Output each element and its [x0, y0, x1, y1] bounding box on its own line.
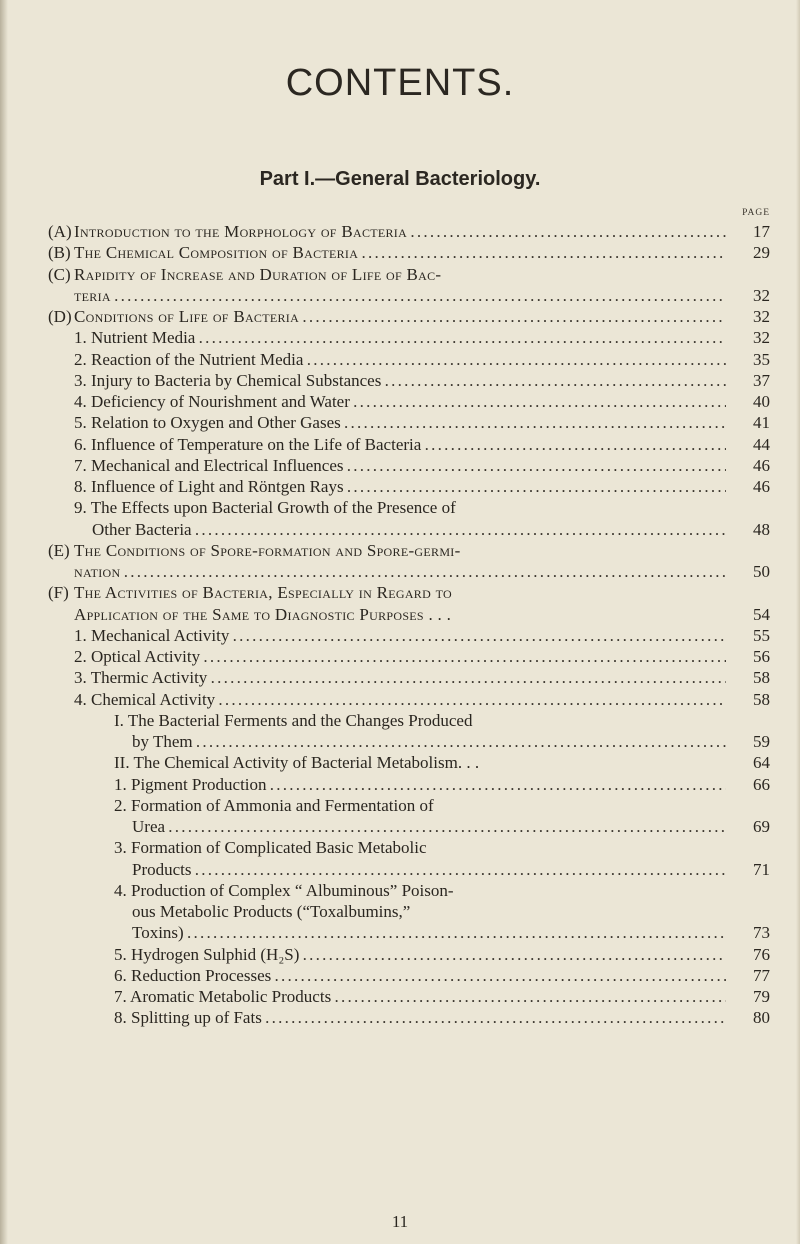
toc-entry	[48, 497, 770, 519]
toc-entry	[48, 370, 770, 392]
toc-entry-title: The Conditions of Spore-formation and Spore-germi-	[74, 540, 461, 560]
toc-entry-label: (D)	[48, 307, 72, 326]
toc-entry-title: I. The Bacterial Ferments and the Changes Produced	[114, 710, 473, 730]
toc-entry	[48, 880, 770, 902]
toc-entry-page: 59	[753, 732, 770, 751]
toc-entry	[48, 795, 770, 817]
toc-entry-page: 46	[753, 477, 770, 496]
toc-entry-title: Products . . .	[132, 859, 726, 881]
toc-entry-page: 71	[753, 859, 770, 879]
toc-entry	[48, 965, 770, 987]
toc-entry	[48, 774, 770, 796]
toc-entry-title: 1. Mechanical Activity . . .	[74, 625, 726, 647]
toc-entry	[48, 604, 770, 626]
page-column-label: PAGE	[742, 208, 770, 218]
toc-entry-page: 55	[753, 625, 770, 645]
toc-entry-page: 50	[753, 562, 770, 581]
toc-entry-title: 1. Pigment Production . . .	[114, 774, 726, 796]
toc-entry	[48, 561, 770, 583]
toc-entry-page: 76	[753, 944, 770, 964]
toc-entry	[48, 901, 770, 923]
toc-entry	[48, 519, 770, 541]
toc-entry-label: (E)	[48, 540, 70, 560]
toc-entry	[48, 327, 770, 349]
toc-entry	[48, 859, 770, 881]
toc-entry-page: 64	[753, 753, 770, 773]
toc-entry	[48, 689, 770, 711]
toc-entry-title: The Activities of Bacteria, Especially in Regard to	[74, 583, 452, 603]
toc-entry-page: 79	[753, 987, 770, 1006]
toc-entry	[48, 412, 770, 434]
toc-entry-page: 54	[753, 604, 770, 624]
toc-entry-title: 9. The Effects upon Bacterial Growth of the Presence of	[74, 498, 456, 518]
toc-entry-page: 41	[753, 413, 770, 433]
toc-entry	[48, 752, 770, 774]
toc-entry	[48, 837, 770, 859]
toc-entry	[48, 986, 770, 1008]
toc-entry-page: 32	[753, 285, 770, 305]
toc-entry-title: teria . . .	[74, 285, 726, 307]
page-number: 11	[391, 1212, 409, 1231]
toc-entry-title: 6. Reduction Processes . . .	[114, 965, 726, 987]
toc-entry	[48, 349, 770, 371]
toc-entry	[48, 391, 770, 413]
toc-entry-label: (C)	[48, 264, 71, 284]
toc-entry-title: 4. Deficiency of Nourishment and Water . . .	[74, 391, 726, 413]
toc-entry	[48, 1007, 770, 1029]
toc-entry	[48, 264, 770, 286]
part-title: Part I.—General Bacteriology.	[259, 168, 541, 190]
toc-entry-title: Toxins) . . .	[132, 922, 726, 944]
toc-entry	[48, 582, 770, 604]
toc-entry-title: 1. Nutrient Media . . .	[74, 327, 726, 349]
toc-entry-title: 2. Optical Activity . . .	[74, 646, 726, 668]
toc-entry-title: Urea . . .	[132, 816, 726, 838]
toc-entry-title: by Them . . .	[132, 731, 726, 753]
toc-entry-title: 4. Production of Complex “ Albuminous” Poison-	[114, 880, 454, 900]
toc-entry-page: 17	[753, 222, 770, 241]
toc-entry-title: ous Metabolic Products (“Toxalbumins,”	[132, 902, 411, 921]
toc-entry-title: 8. Influence of Light and Röntgen Rays . . .	[74, 476, 726, 498]
toc-entry-title: 3. Injury to Bacteria by Chemical Substances . . .	[74, 370, 726, 392]
toc-entry-title: Rapidity of Increase and Duration of Life of Bac-	[74, 264, 442, 284]
toc-entry-title: The Chemical Composition of Bacteria . . .	[74, 242, 726, 264]
toc-entry	[48, 285, 770, 307]
toc-entry-title: 7. Aromatic Metabolic Products . . .	[114, 986, 726, 1008]
toc-entry-title: 2. Formation of Ammonia and Fermentation of	[114, 795, 434, 815]
toc-entry-label: (B)	[48, 243, 71, 263]
toc-entry-label: (A)	[48, 222, 72, 241]
toc-entry-page: 73	[753, 923, 770, 943]
toc-entry	[48, 306, 770, 328]
toc-entry	[48, 625, 770, 647]
toc-entry-title: 7. Mechanical and Electrical Influences . . .	[74, 455, 726, 477]
toc-entry-page: 80	[753, 1008, 770, 1028]
toc-entry-page: 32	[753, 328, 770, 348]
toc-entry-page: 66	[753, 774, 770, 794]
toc-entry-page: 69	[753, 817, 770, 836]
toc-entry-page: 58	[753, 689, 770, 709]
toc-entry	[48, 667, 770, 689]
toc-entry-title: II. The Chemical Activity of Bacterial Metabolism. . .	[114, 753, 480, 773]
toc-entry	[48, 434, 770, 456]
toc-entry-title: nation . . .	[74, 561, 726, 583]
toc-entry-page: 29	[753, 243, 770, 263]
toc-entry-page: 58	[753, 668, 770, 688]
toc-entry-page: 37	[753, 370, 770, 390]
toc-entry	[48, 731, 770, 753]
toc-entry	[48, 816, 770, 838]
toc-entry-page: 56	[753, 647, 770, 666]
toc-entry-label: (F)	[48, 583, 69, 603]
toc-entry-page: 35	[753, 349, 770, 369]
toc-entry-title: 5. Hydrogen Sulphid (H₂S) . . .	[114, 944, 726, 966]
toc-entry	[48, 221, 770, 243]
toc-entry-page: 40	[753, 392, 770, 411]
toc-entry-page: 48	[753, 519, 770, 539]
contents-heading: CONTENTS.	[285, 62, 515, 104]
toc-entry-title: Other Bacteria . . .	[92, 519, 726, 541]
toc-entry-page: 32	[753, 307, 770, 326]
toc-entry	[48, 922, 770, 944]
toc-entry-page: 46	[753, 455, 770, 475]
toc-entry	[48, 710, 770, 732]
toc-entry-page: 44	[753, 434, 770, 454]
toc-entry	[48, 646, 770, 668]
toc-entry-title: 6. Influence of Temperature on the Life of Bacteria . . .	[74, 434, 726, 456]
toc-entry-title: 3. Thermic Activity . . .	[74, 667, 726, 689]
toc-entry	[48, 455, 770, 477]
toc-entry	[48, 944, 770, 966]
toc-entry-title: 8. Splitting up of Fats . . .	[114, 1007, 726, 1029]
toc-entry-title: Introduction to the Morphology of Bacteria . . .	[74, 221, 726, 243]
toc-entry	[48, 476, 770, 498]
toc-entry-title: 2. Reaction of the Nutrient Media . . .	[74, 349, 726, 371]
toc-entry	[48, 242, 770, 264]
toc-entry-title: 4. Chemical Activity . . .	[74, 689, 726, 711]
toc-entry-title: 5. Relation to Oxygen and Other Gases . . .	[74, 412, 726, 434]
toc-entry-page: 77	[753, 965, 770, 985]
toc-entry-title: 3. Formation of Complicated Basic Metabolic	[114, 838, 427, 858]
toc-entry-title: Conditions of Life of Bacteria . . .	[74, 306, 726, 328]
toc-entry	[48, 540, 770, 562]
toc-entry-title: Application of the Same to Diagnostic Purposes . . .	[74, 604, 452, 624]
